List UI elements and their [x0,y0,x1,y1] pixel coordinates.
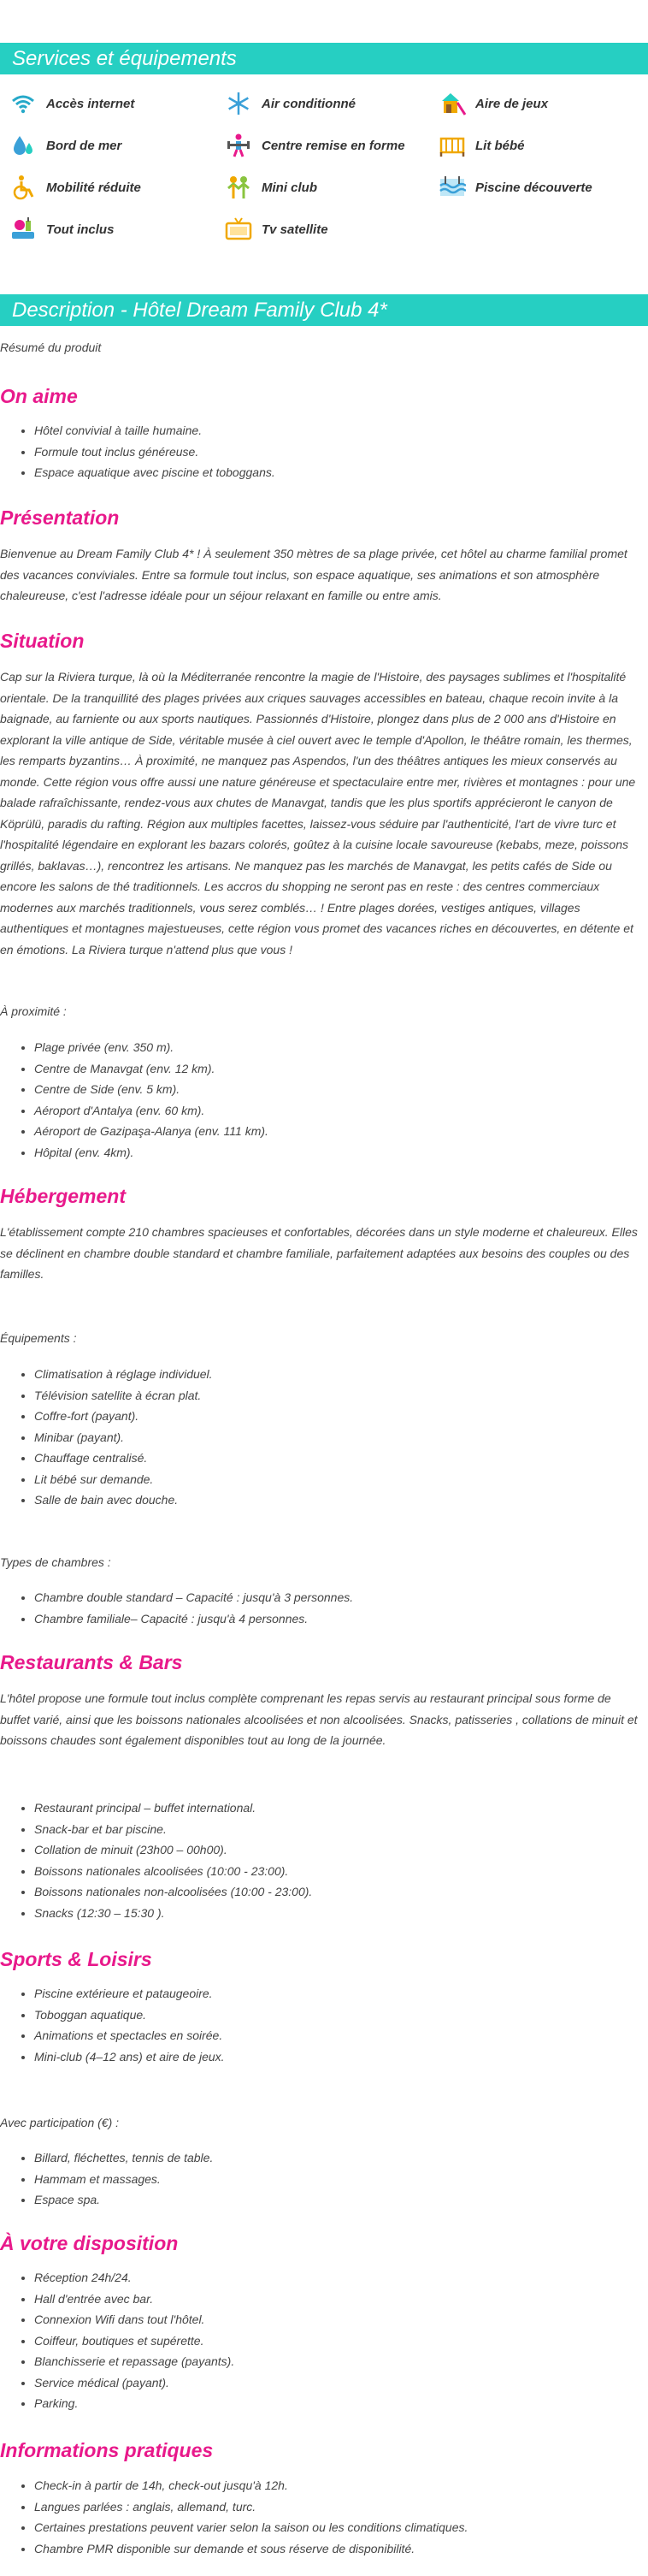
service-item [438,91,548,116]
list-item: • Espace aquatique avec piscine et toboggans. [34,462,275,483]
infos-list [0,2475,468,2559]
paid-activities-label: Avec participation (€) : [0,2116,120,2129]
list-item: • Salle de bain avec douche. [34,1489,213,1511]
list-item: • Centre de Manavgat (env. 12 km). [34,1058,268,1080]
section-heading-restaurants: Restaurants & Bars [0,1651,183,1673]
service-item [9,133,121,158]
list-item: • Collation de minuit (23h00 – 00h00). [34,1839,312,1861]
service-item [224,175,317,200]
disposition-list [0,2267,234,2414]
list-item: • Chauffage centralisé. [34,1448,213,1469]
list-item: • Piscine extérieure et pataugeoire. [34,1983,225,2005]
list-item: • Snack-bar et bar piscine. [34,1819,312,1840]
services-title: Services et équipements [0,43,648,74]
water-drop-icon [9,133,38,158]
section-heading-situation: Situation [0,630,85,652]
playground-icon [438,91,467,116]
section-heading-disposition: À votre disposition [0,2232,179,2254]
list-item: • Connexion Wifi dans tout l'hôtel. [34,2309,234,2330]
presentation-text: Bienvenue au Dream Family Club 4* ! À seulement 350 mètres de sa plage privée, cet hôtel au charme familial promet des vacances conviviales. Entre sa formule tout inclus, son espace aquatique, ses animations et son atmosphère chaleureuse, c'est l'adresse idéale pour un séjour relaxant en famille ou entre amis. [0,547,627,602]
list-item: • Langues parlées : anglais, allemand, turc. [34,2496,468,2518]
service-item [224,216,328,242]
service-label: Tout inclus [46,222,115,237]
wifi-icon [9,91,38,116]
list-item: • Coiffeur, boutiques et supérette. [34,2330,234,2352]
service-label: Accès internet [46,96,135,111]
service-label: Bord de mer [46,138,122,153]
service-label: Air conditionné [262,96,356,111]
situation-text: Cap sur la Riviera turque, là où la Méditerranée rencontre la magie de l'Histoire, des paysages sublimes et l'hospitalité orientale. De la tranquillité des plages privées aux criques sauvages accessibles en bateau, chaque recoin invite à la baignade, au farniente ou aux sports nautiques. Passionnés d'Histoire, plongez dans plus de 2 000 ans d'Histoire en explorant la ville antique de Side, véritable musée à ciel ouvert avec le temple d'Apollon, le théâtre romain, les thermes, les remparts byzantins… À proximité, ne manquez pas Aspendos, l'un des théâtres antiques les mieux conservés au monde. Cette région vous offre aussi une nature généreuse et spectaculaire entre mer, rivières et montagnes : pour une balade rafraîchissante, rendez-vous aux chutes de Manavgat, tandis que les plus sportifs apprécieront le canyon de Köprülü, paradis du rafting. Région aux multiples facettes, laissez-vous séduire par l'authenticité, l'art de vivre turc et l'hospitalité légendaire en explorant les bazars colorés, goûtez à la cuisine locale savoureuse (kebabs, meze, poissons grillés, baklavas…), rencontrez les artisans. Ne manquez pas les marchés de Manavgat, les petits cafés de Side ou encore les salons de thé traditionnels. Les accros du shopping ne seront pas en reste : des centres commerciaux modernes aux marchés traditionnels, vous serez comblés… ! Entre plages dorées, vestiges antiques, villages authentiques et montagnes majestueuses, cette région vous promet des vacances riches en découvertes, en détente et en émotions. La Riviera turque n'attend plus que vous ! [0,670,636,956]
snowflake-icon [224,91,253,116]
section-heading-presentation: Présentation [0,506,120,529]
service-item [9,91,134,116]
section-heading-hebergement: Hébergement [0,1185,126,1207]
all-inclusive-icon [9,216,38,242]
list-item: • Restaurant principal – buffet international. [34,1797,312,1819]
list-item: • Espace spa. [34,2189,213,2211]
list-item: • Hôtel convivial à taille humaine. [34,420,275,441]
wheelchair-icon [9,175,38,200]
kids-club-icon [224,175,253,200]
section-heading-on-aime: On aime [0,385,78,407]
proximity-list [0,1037,268,1163]
description-title: Description - Hôtel Dream Family Club 4* [0,294,648,326]
list-item: • Chambre double standard – Capacité : jusqu'à 3 personnes. [34,1587,353,1608]
list-item: • Hôpital (env. 4km). [34,1142,268,1164]
on-aime-list [0,420,275,483]
list-item: • Billard, fléchettes, tennis de table. [34,2147,213,2169]
list-item: • Chambre familiale– Capacité : jusqu'à 4 personnes. [34,1608,353,1630]
service-item [224,133,405,158]
room-types-list [0,1587,353,1629]
list-item: • Formule tout inclus généreuse. [34,441,275,463]
list-item: • Toboggan aquatique. [34,2005,225,2026]
summary-label: Résumé du produit [0,341,102,354]
list-item: • Hammam et massages. [34,2169,213,2190]
list-item: • Minibar (payant). [34,1427,213,1448]
list-item: • Check-in à partir de 14h, check-out jusqu'à 12h. [34,2475,468,2496]
service-label: Mobilité réduite [46,180,141,195]
room-types-label: Types de chambres : [0,1555,111,1569]
list-item: • Animations et spectacles en soirée. [34,2025,225,2046]
list-item: • Coffre-fort (payant). [34,1406,213,1427]
list-item: • Aéroport de Gazipaşa-Alanya (env. 111 km). [34,1121,268,1142]
service-label: Aire de jeux [475,96,549,111]
list-item: • Snacks (12:30 – 15:30 ). [34,1903,312,1924]
section-heading-infos: Informations pratiques [0,2439,214,2461]
list-item: • Aéroport d'Antalya (env. 60 km). [34,1100,268,1122]
list-item: • Réception 24h/24. [34,2267,234,2289]
service-label: Lit bébé [475,138,525,153]
list-item: • Blanchisserie et repassage (payants). [34,2351,234,2372]
restaurants-list [0,1797,312,1923]
service-item [9,216,114,242]
hebergement-text: L'établissement compte 210 chambres spacieuses et confortables, décorées dans un style moderne et chaleureux. Elles se déclinent en chambre double standard et chambre familiale, parfaitement adaptées aux besoins des couples ou des familles. [0,1225,638,1281]
paid-activities-list [0,2147,213,2211]
pool-icon [438,175,467,200]
service-label: Tv satellite [262,222,328,237]
list-item: • Centre de Side (env. 5 km). [34,1079,268,1100]
proximity-label: À proximité : [0,1004,67,1018]
service-label: Piscine découverte [475,180,592,195]
service-label: Centre remise en forme [262,138,405,153]
equipements-list [0,1364,213,1511]
list-item: • Télévision satellite à écran plat. [34,1385,213,1406]
service-item [438,133,525,158]
list-item: • Chambre PMR disponible sur demande et sous réserve de disponibilité. [34,2538,468,2560]
list-item: • Plage privée (env. 350 m). [34,1037,268,1058]
service-item [438,175,592,200]
crib-icon [438,133,467,158]
section-heading-sports: Sports & Loisirs [0,1948,152,1970]
service-item [9,175,141,200]
list-item: • Boissons nationales non-alcoolisées (10:00 - 23:00). [34,1881,312,1903]
tv-icon [224,216,253,242]
list-item: • Service médical (payant). [34,2372,234,2394]
list-item: • Certaines prestations peuvent varier selon la saison ou les conditions climatiques. [34,2517,468,2538]
restaurants-text: L'hôtel propose une formule tout inclus complète comprenant les repas servis au restaurant principal sous forme de buffet varié, ainsi que les boissons nationales alcoolisées et non alcoolisées. Snacks, patisseries , collations de minuit et boissons chaudes sont également disponibles tout au long de la journée. [0,1691,638,1747]
list-item: • Climatisation à réglage individuel. [34,1364,213,1385]
sports-list [0,1983,225,2067]
list-item: • Boissons nationales alcoolisées (10:00 - 23:00). [34,1861,312,1882]
list-item: • Mini-club (4–12 ans) et aire de jeux. [34,2046,225,2068]
equipements-label: Équipements : [0,1331,77,1345]
list-item: • Lit bébé sur demande. [34,1469,213,1490]
service-label: Mini club [262,180,317,195]
fitness-icon [224,133,253,158]
list-item: • Parking. [34,2393,234,2414]
service-item [224,91,356,116]
list-item: • Hall d'entrée avec bar. [34,2289,234,2310]
